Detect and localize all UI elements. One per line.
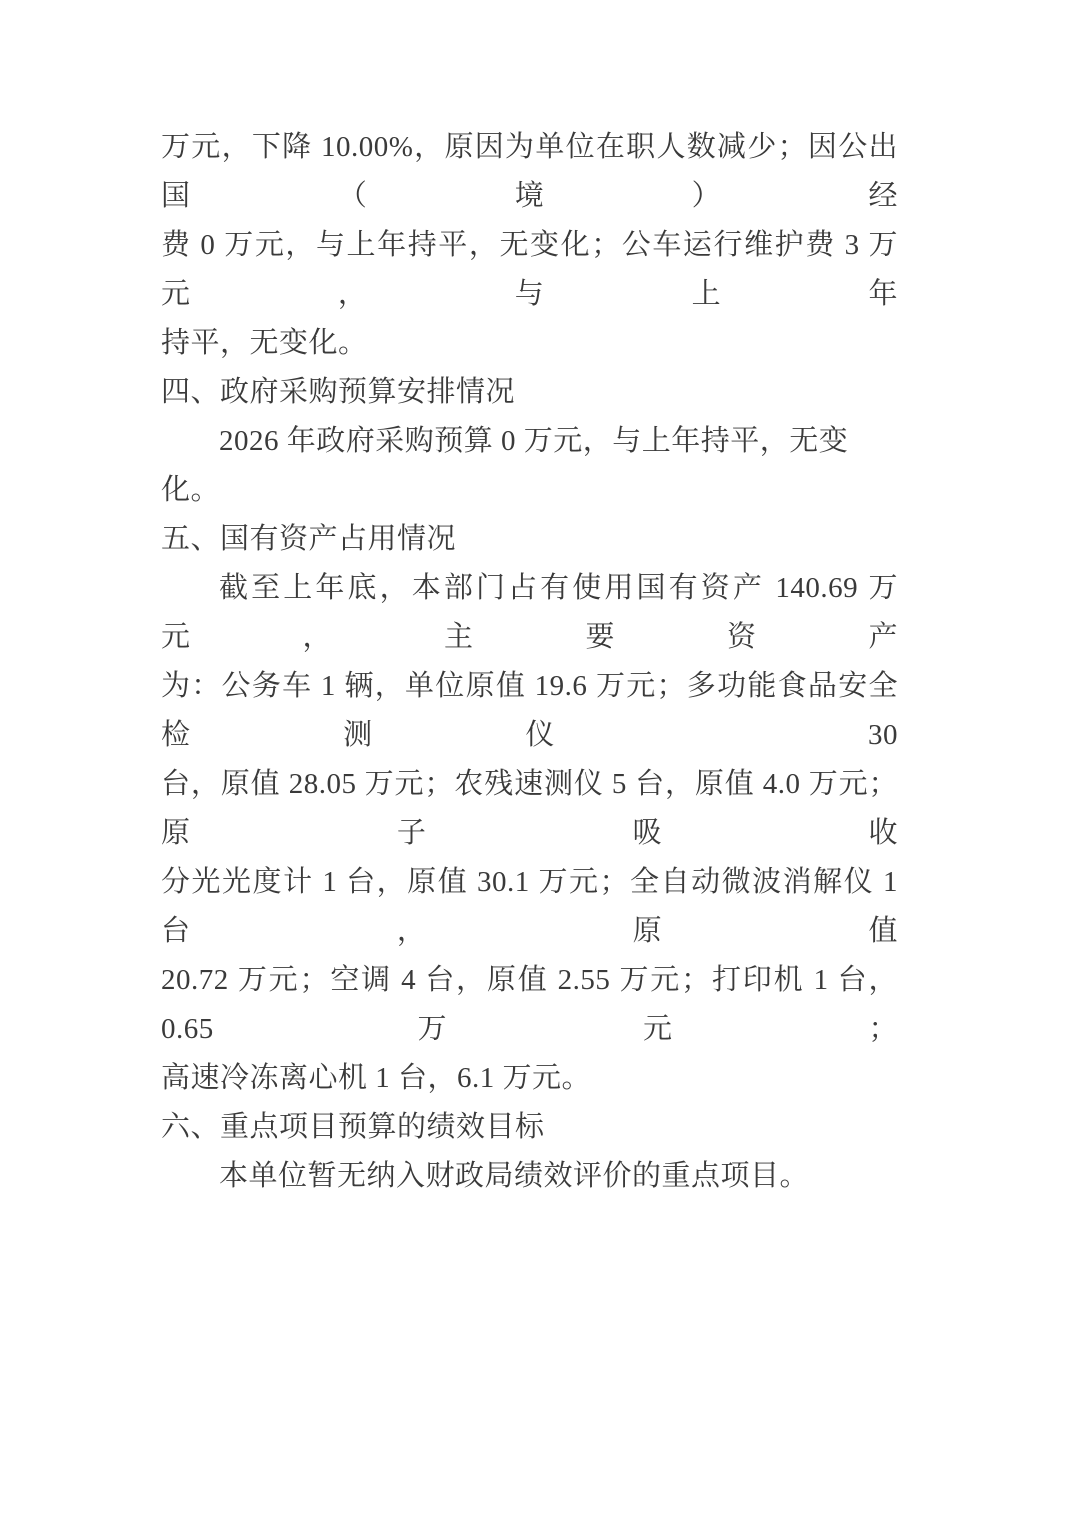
text-line: 为：公务车 1 辆，单位原值 19.6 万元；多功能食品安全检测仪 30 (161, 670, 898, 751)
text-line: 高速冷冻离心机 1 台，6.1 万元。 (161, 1062, 592, 1094)
text-line: 分光光度计 1 台，原值 30.1 万元；全自动微波消解仪 1 台，原值 (161, 866, 906, 947)
text-line: 2026 年政府采购预算 0 万元，与上年持平，无变化。 (161, 425, 849, 506)
text-line: 20.72 万元；空调 4 台，原值 2.55 万元；打印机 1 台，0.65 万元； (161, 964, 898, 1045)
text-line: 截至上年底，本部门占有使用国有资产 140.69 万元，主要资产 (161, 572, 898, 653)
heading-line: 四、政府采购预算安排情况 (161, 376, 516, 408)
document-text-block (161, 123, 906, 1201)
text-line: 本单位暂无纳入财政局绩效评价的重点项目。 (219, 1160, 810, 1192)
text-line: 台，原值 28.05 万元；农残速测仪 5 台，原值 4.0 万元；原子吸收 (161, 768, 898, 849)
heading-line: 五、国有资产占用情况 (161, 523, 457, 555)
text-line: 持平，无变化。 (161, 327, 368, 359)
heading-line: 六、重点项目预算的绩效目标 (161, 1111, 545, 1143)
text-line: 费 0 万元，与上年持平，无变化；公车运行维护费 3 万元，与上年 (161, 229, 898, 310)
text-line: 万元，下降 10.00%，原因为单位在职人数减少；因公出国（境）经 (161, 131, 898, 212)
